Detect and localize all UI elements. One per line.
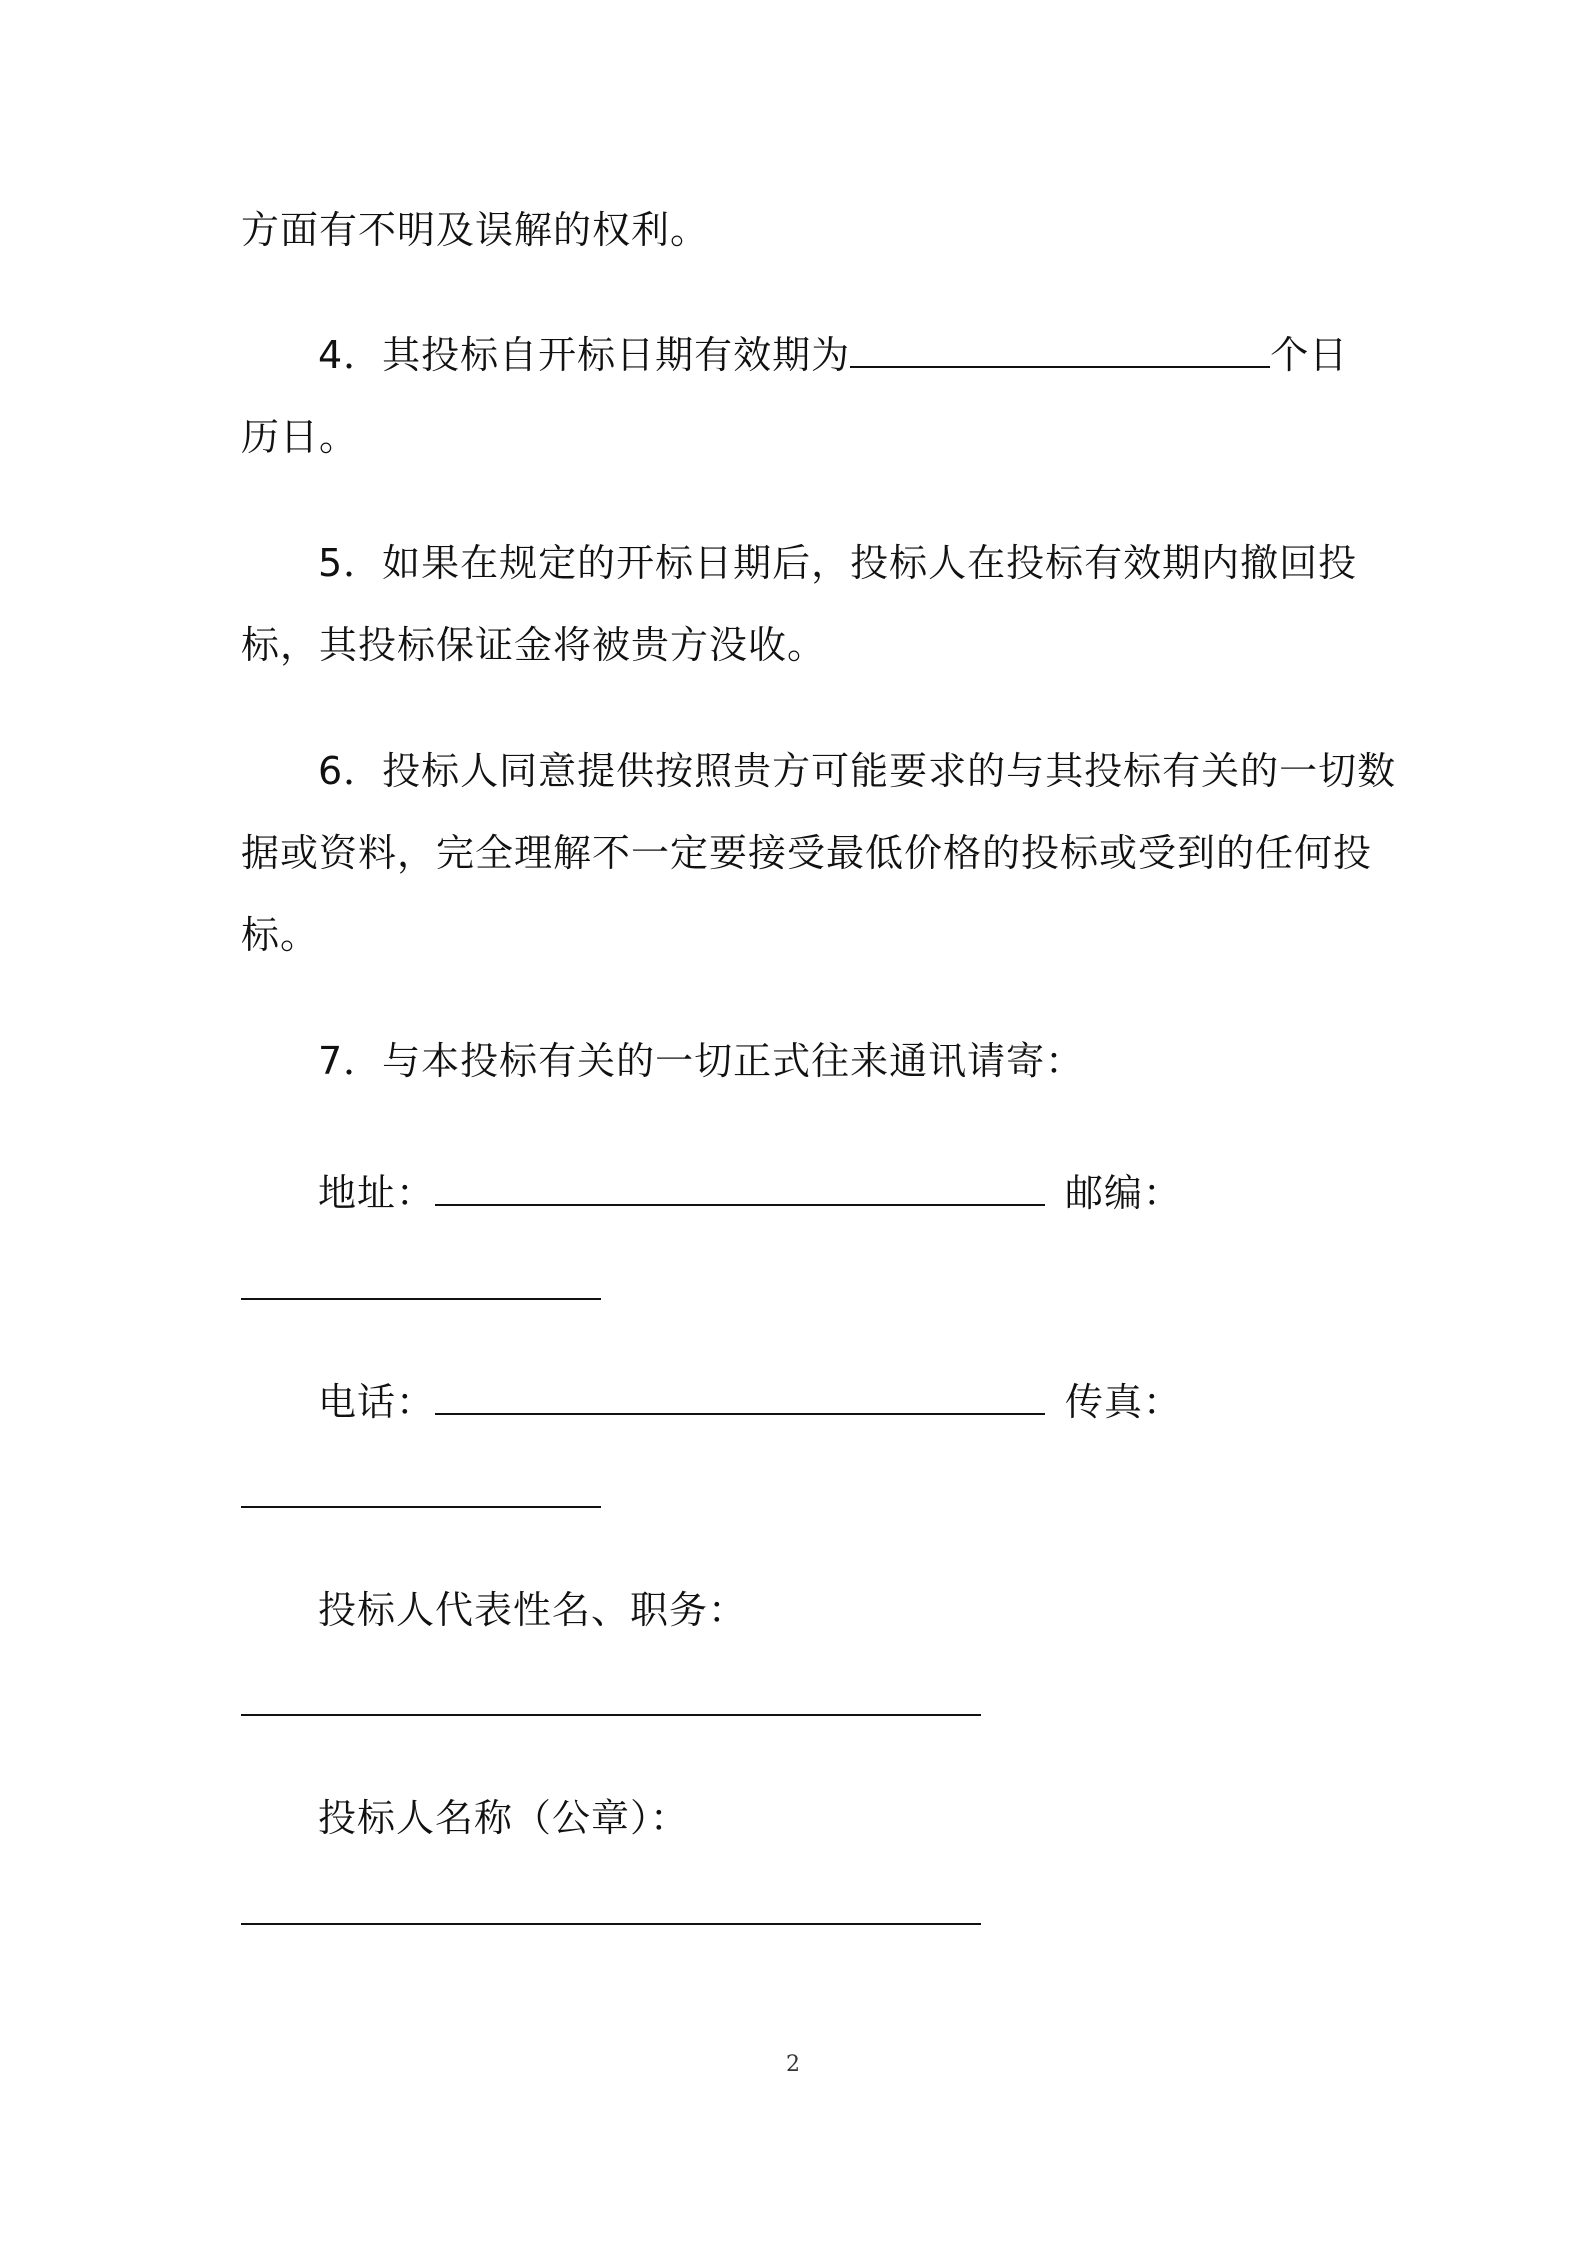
address-row <box>318 1168 1182 1218</box>
page-number: 2 <box>786 2052 800 2077</box>
paragraph-6-line-1: 6．投标人同意提供按照贵方可能要求的与其投标有关的一切数 <box>318 749 1397 793</box>
phone-row <box>318 1377 1182 1427</box>
paragraph-5-line-1: 5．如果在规定的开标日期后，投标人在投标有效期内撤回投 <box>318 541 1358 585</box>
paragraph-6-line-2: 据或资料，完全理解不一定要接受最低价格的投标或受到的任何投 <box>241 831 1373 875</box>
address-blank[interactable] <box>435 1176 1045 1206</box>
paragraph-4-unit: 个日 <box>1270 333 1349 377</box>
paragraph-4-text: 4．其投标自开标日期有效期为 <box>318 333 851 377</box>
fax-label: 传真： <box>1065 1380 1183 1424</box>
paragraph-4-line-1 <box>318 330 1348 380</box>
paragraph-7: 7．与本投标有关的一切正式往来通讯请寄： <box>318 1039 1085 1083</box>
validity-days-blank[interactable] <box>850 338 1270 368</box>
postcode-blank[interactable] <box>241 1298 601 1300</box>
representative-blank[interactable] <box>241 1714 981 1716</box>
paragraph-3-continuation: 方面有不明及误解的权利。 <box>241 208 710 252</box>
bidder-name-blank[interactable] <box>241 1923 981 1925</box>
paragraph-6-line-3: 标。 <box>241 913 320 957</box>
address-label: 地址： <box>318 1171 436 1215</box>
fax-blank[interactable] <box>241 1506 601 1508</box>
phone-blank[interactable] <box>435 1385 1045 1415</box>
phone-label: 电话： <box>318 1380 436 1424</box>
bidder-name-label: 投标人名称（公章）： <box>318 1796 690 1840</box>
representative-label: 投标人代表性名、职务： <box>318 1588 748 1632</box>
postcode-label: 邮编： <box>1065 1171 1183 1215</box>
paragraph-5-line-2: 标，其投标保证金将被贵方没收。 <box>241 623 827 667</box>
paragraph-4-line-2: 历日。 <box>241 415 359 459</box>
